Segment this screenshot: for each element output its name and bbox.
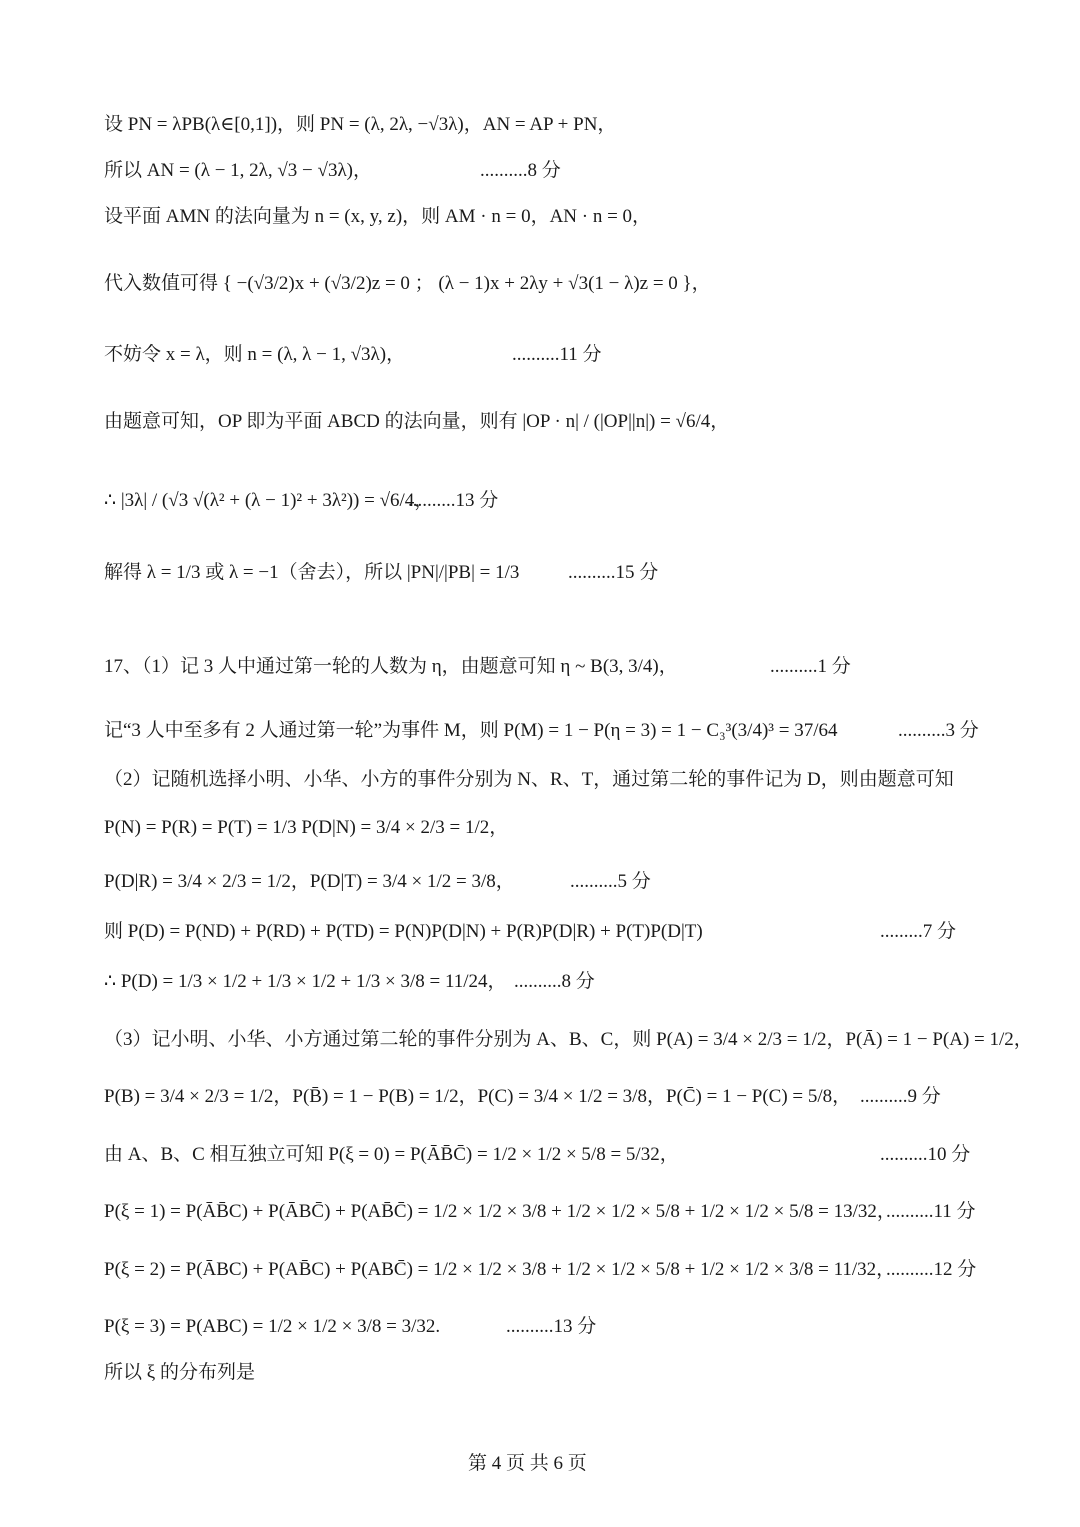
- line-13: P(D|R) = 3/4 × 2/3 = 1/2，P(D|T) = 3/4 × 1/2 = 3/8，: [104, 871, 515, 892]
- line-14: 则 P(D) = P(ND) + P(RD) + P(TD) = P(N)P(D|N) + P(R)P(D|R) + P(T)P(D|T): [104, 921, 703, 942]
- score-line-5: ..........11 分: [512, 344, 602, 365]
- score-line-9: ..........1 分: [770, 656, 851, 677]
- line-11: （2）记随机选择小明、小华、小方的事件分别为 N、R、T，通过第二轮的事件记为 D，则由题意可知: [104, 769, 954, 790]
- line-18: 由 A、B、C 相互独立可知 P(ξ = 0) = P(ĀB̄C̄) = 1/2 × 1/2 × 5/8 = 5/32，: [104, 1144, 679, 1165]
- line-3: 设平面 AMN 的法向量为 n = (x, y, z)，则 AM · n = 0，AN · n = 0，: [104, 206, 652, 227]
- line-5: 不妨令 x = λ，则 n = (λ, λ − 1, √3λ)，: [104, 344, 406, 365]
- line-7: ∴ |3λ| / (√3 √(λ² + (λ − 1)² + 3λ²)) = √6/4，: [104, 490, 434, 511]
- line-9: 17、（1）记 3 人中通过第一轮的人数为 η，由题意可知 η ~ B(3, 3/4)，: [104, 656, 678, 677]
- line-16: （3）记小明、小华、小方通过第二轮的事件分别为 A、B、C，则 P(A) = 3/4 × 2/3 = 1/2，P(Ā) = 1 − P(A) = 1/2，: [104, 1029, 1033, 1050]
- line-2: 所以 AN = (λ − 1, 2λ, √3 − √3λ)，: [104, 160, 372, 181]
- line-22: 所以 ξ 的分布列是: [104, 1362, 255, 1383]
- line-10: 记“3 人中至多有 2 人通过第一轮”为事件 M，则 P(M) = 1 − P(η = 3) = 1 − C₃³(3/4)³ = 37/64: [104, 720, 838, 741]
- line-4: 代入数值可得 { −(√3/2)x + (√3/2)z = 0 ； (λ − 1)x + 2λy + √3(1 − λ)z = 0 }，: [104, 273, 711, 294]
- score-line-21: ..........13 分: [506, 1316, 597, 1337]
- line-21: P(ξ = 3) = P(ABC) = 1/2 × 1/2 × 3/8 = 3/32.: [104, 1316, 441, 1337]
- score-line-20: ..........12 分: [886, 1259, 977, 1280]
- score-line-7: ..........13 分: [408, 490, 499, 511]
- line-20: P(ξ = 2) = P(ĀBC) + P(AB̄C) + P(ABC̄) = 1/2 × 1/2 × 3/8 + 1/2 × 1/2 × 5/8 + 1/2 × 1/2 × 3/8 = 11/32，: [104, 1259, 896, 1280]
- score-line-19: ..........11 分: [886, 1201, 976, 1222]
- score-line-15: ..........8 分: [514, 971, 595, 992]
- line-6: 由题意可知，OP 即为平面 ABCD 的法向量，则有 |OP · n| / (|OP||n|) = √6/4，: [104, 411, 730, 432]
- score-line-13: ..........5 分: [570, 871, 651, 892]
- score-line-17: ..........9 分: [860, 1086, 941, 1107]
- score-line-8: ..........15 分: [568, 562, 659, 583]
- score-line-14: .........7 分: [880, 921, 957, 942]
- line-19: P(ξ = 1) = P(ĀB̄C) + P(ĀBC̄) + P(AB̄C̄) = 1/2 × 1/2 × 3/8 + 1/2 × 1/2 × 5/8 + 1/2 × 1/2 × 5/8 = 13/32，: [104, 1201, 896, 1222]
- score-line-18: ..........10 分: [880, 1144, 971, 1165]
- page-footer: 第 4 页 共 6 页: [468, 1453, 587, 1474]
- line-8: 解得 λ = 1/3 或 λ = −1（舍去），所以 |PN|/|PB| = 1/3: [104, 562, 520, 583]
- line-1: 设 PN = λPB(λ∈[0,1])，则 PN = (λ, 2λ, −√3λ)，AN = AP + PN，: [104, 114, 617, 135]
- line-15: ∴ P(D) = 1/3 × 1/2 + 1/3 × 1/2 + 1/3 × 3/8 = 11/24，: [104, 971, 507, 992]
- score-line-2: ..........8 分: [480, 160, 561, 181]
- line-17: P(B) = 3/4 × 2/3 = 1/2，P(B̄) = 1 − P(B) = 1/2，P(C) = 3/4 × 1/2 = 3/8，P(C̄) = 1 − P(C) = 5/8，: [104, 1086, 852, 1107]
- score-line-10: ..........3 分: [898, 720, 979, 741]
- line-12: P(N) = P(R) = P(T) = 1/3 P(D|N) = 3/4 × 2/3 = 1/2，: [104, 817, 509, 838]
